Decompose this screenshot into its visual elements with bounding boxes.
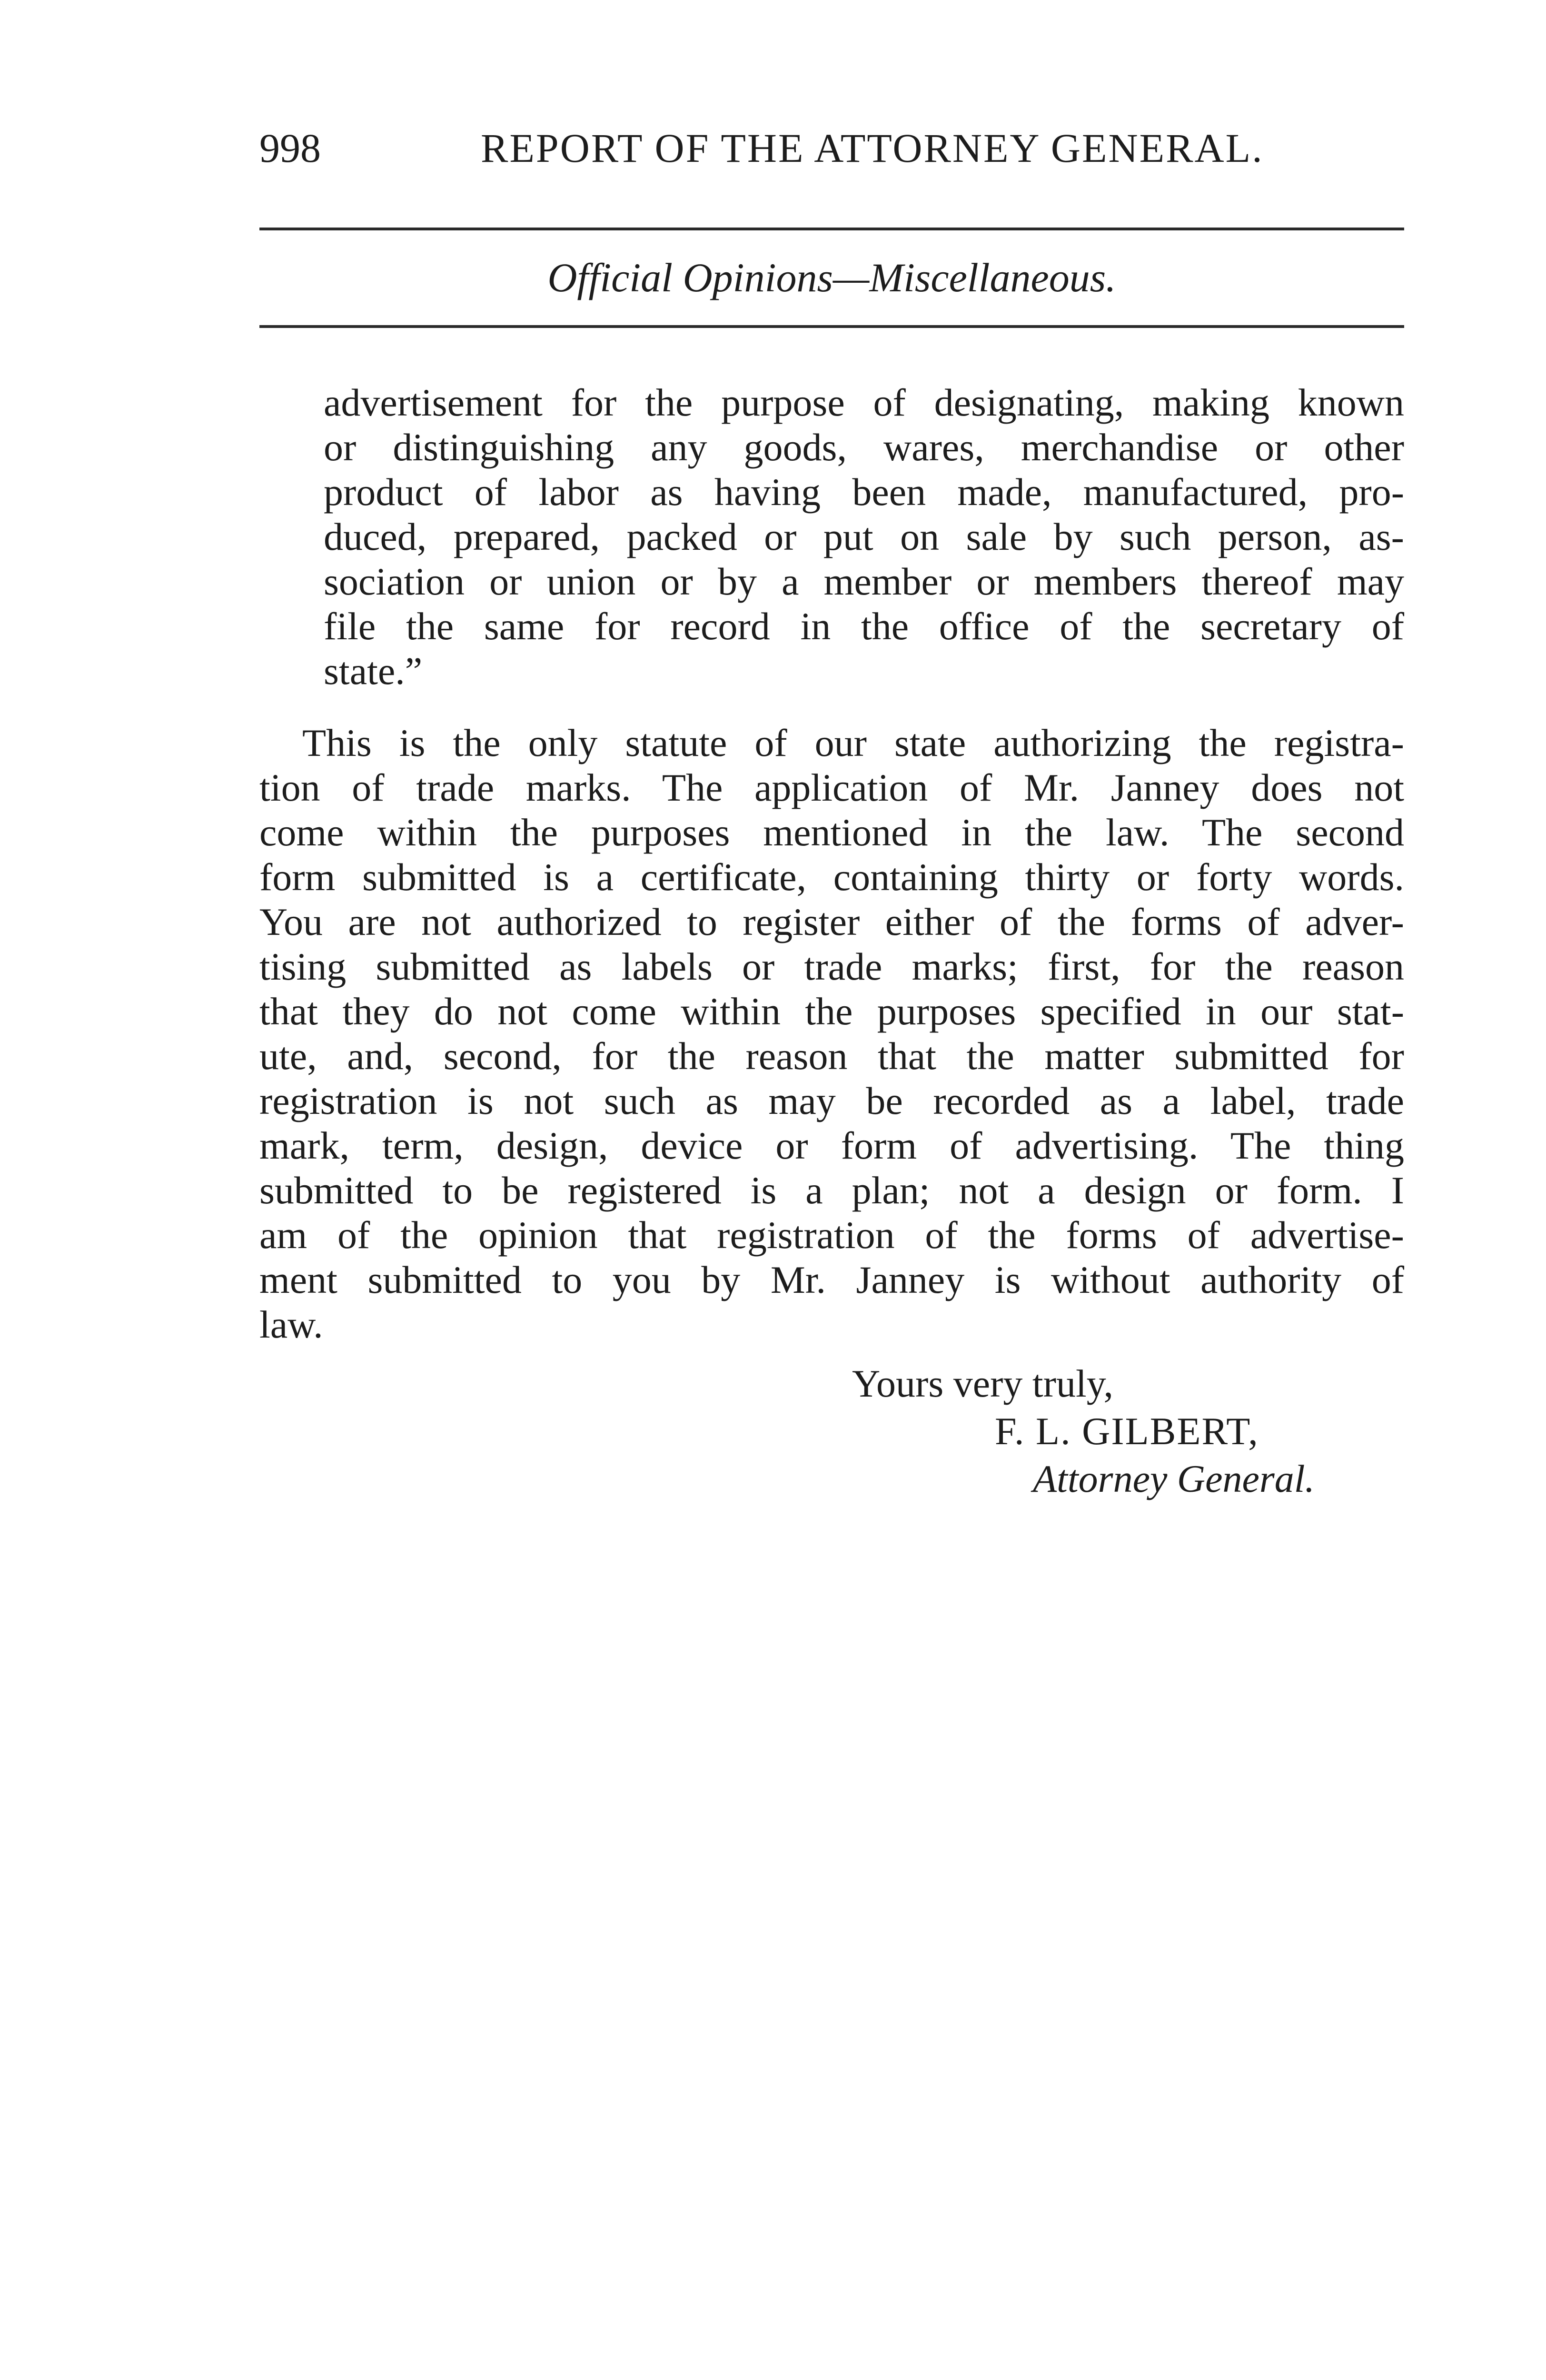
quote-line: sociation or union or by a member or members thereof may <box>324 560 1404 603</box>
quote-line: or distinguishing any goods, wares, merchandise or other <box>324 426 1404 469</box>
quote-line: product of labor as having been made, manufactured, pro- <box>324 470 1404 514</box>
body-line: This is the only statute of our state authorizing the registra- <box>302 721 1404 764</box>
body-line: ute, and, second, for the reason that the matter submitted for <box>259 1034 1404 1078</box>
body-line: tising submitted as labels or trade marks; first, for the reason <box>259 945 1404 988</box>
body-line: registration is not such as may be recorded as a label, trade <box>259 1079 1404 1122</box>
quote-line: state.” <box>324 649 423 693</box>
closing-salutation: Yours very truly, <box>852 1362 1113 1405</box>
running-head: REPORT OF THE ATTORNEY GENERAL. <box>481 125 1264 171</box>
body-line: that they do not come within the purposes specified in our stat- <box>259 990 1404 1033</box>
signer-name: F. L. GILBERT, <box>995 1409 1259 1453</box>
body-line: You are not authorized to register either of the forms of adver- <box>259 900 1404 943</box>
section-title: Official Opinions—Miscellaneous. <box>547 255 1116 300</box>
body-line: tion of trade marks. The application of Mr. Janney does not <box>259 766 1404 809</box>
body-line: form submitted is a certificate, containing thirty or forty words. <box>259 855 1404 899</box>
body-line: mark, term, design, device or form of advertising. The thing <box>259 1124 1404 1167</box>
page-number: 998 <box>259 125 321 171</box>
body-line: ment submitted to you by Mr. Janney is without authority of <box>259 1258 1404 1301</box>
quote-line: duced, prepared, packed or put on sale by such person, as- <box>324 515 1404 558</box>
body-line: am of the opinion that registration of the forms of advertise- <box>259 1213 1404 1257</box>
body-line: come within the purposes mentioned in the law. The second <box>259 811 1404 854</box>
body-line: submitted to be registered is a plan; not a design or form. I <box>259 1169 1404 1212</box>
quote-line: file the same for record in the office of the secretary of <box>324 605 1404 648</box>
bottom-rule <box>259 325 1404 328</box>
body-line: law. <box>259 1303 323 1346</box>
quote-line: advertisement for the purpose of designating, making known <box>324 381 1404 424</box>
top-rule <box>259 228 1404 230</box>
signer-title: Attorney General. <box>1033 1457 1315 1500</box>
